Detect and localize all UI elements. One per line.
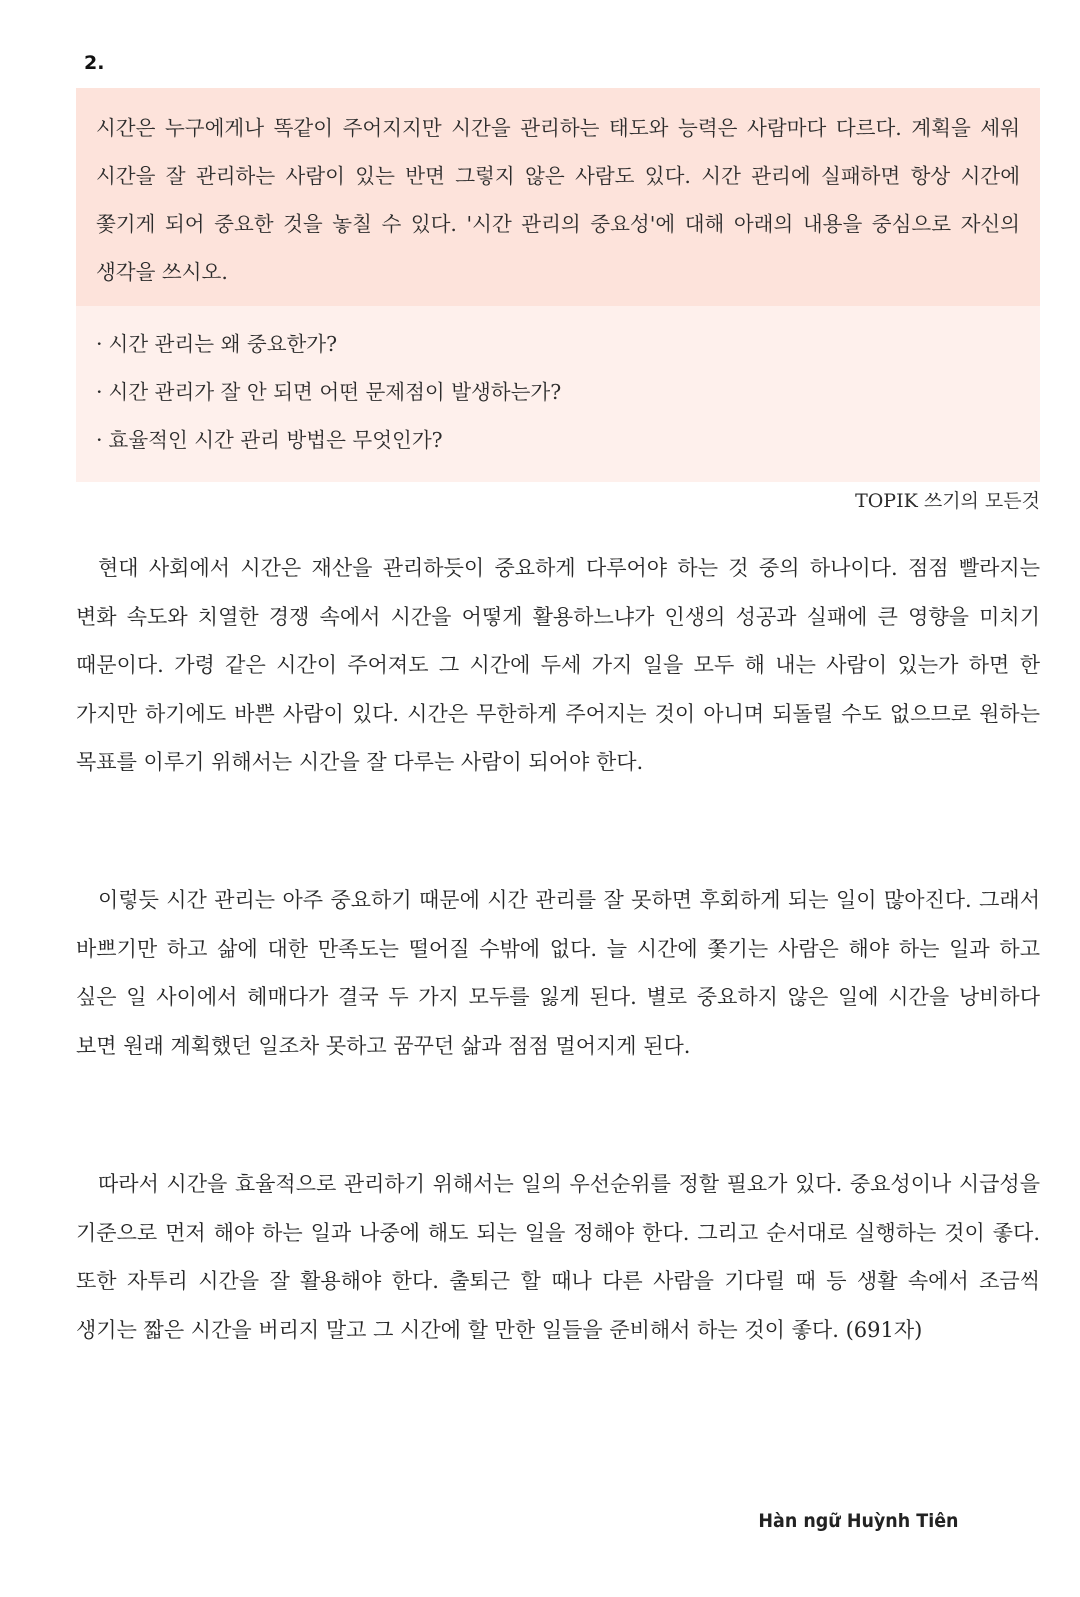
source-credit: TOPIK 쓰기의 모든것 [855, 490, 1040, 512]
bullet-icon: · [96, 428, 103, 452]
essay-paragraph-3: 따라서 시간을 효율적으로 관리하기 위해서는 일의 우선순위를 정할 필요가 있다. 중요성이나 시급성을 기준으로 먼저 해야 하는 일과 나중에 해도 되는 일을 정해야 한다. 그리고 순서대로 실행하는 것이 좋다. 또한 자투리 시간을 잘 활용해야 한다. 출퇴근 할 때나 다른 사람을 기다릴 때 등 생활 속에서 조금씩 생기는 짧은 시간을 버리지 말고 그 시간에 할 만한 일들을 준비해서 하는 것이 좋다. (691자) [76, 1172, 1040, 1342]
list-item: · 시간 관리는 왜 중요한가? [96, 332, 338, 356]
author-signature: Hàn ngữ Huỳnh Tiên [757, 1510, 958, 1532]
list-item: · 효율적인 시간 관리 방법은 무엇인가? [96, 428, 443, 452]
essay-paragraph-2: 이렇듯 시간 관리는 아주 중요하기 때문에 시간 관리를 잘 못하면 후회하게 되는 일이 많아진다. 그래서 바쁘기만 하고 삶에 대한 만족도는 떨어질 수밖에 없다. 늘 시간에 쫓기는 사람은 해야 하는 일과 하고 싶은 일 사이에서 헤매다가 결국 두 가지 모두를 잃게 된다. 별로 중요하지 않은 일에 시간을 낭비하다 보면 원래 계획했던 일조차 못하고 꿈꾸던 삶과 점점 멀어지게 된다. [76, 888, 1040, 1058]
essay-paragraph-1: 현대 사회에서 시간은 재산을 관리하듯이 중요하게 다루어야 하는 것 중의 하나이다. 점점 빨라지는 변화 속도와 치열한 경쟁 속에서 시간을 어떻게 활용하느냐가 인생의 성공과 실패에 큰 영향을 미치기 때문이다. 가령 같은 시간이 주어져도 그 시간에 두세 가지 일을 모두 해 내는 사람이 있는가 하면 한 가지만 하기에도 바쁜 사람이 있다. 시간은 무한하게 주어지는 것이 아니며 되돌릴 수도 없으므로 원하는 목표를 이루기 위해서는 시간을 잘 다루는 사람이 되어야 한다. [76, 556, 1040, 774]
question-number: 2. [84, 52, 105, 74]
bullet-icon: · [96, 332, 103, 356]
list-item: · 시간 관리가 잘 안 되면 어떤 문제점이 발생하는가? [96, 380, 562, 404]
bullet-icon: · [96, 380, 103, 404]
prompt-box [76, 88, 1040, 316]
prompt-text: 시간은 누구에게나 똑같이 주어지지만 시간을 관리하는 태도와 능력은 사람마다 다르다. 계획을 세워 시간을 잘 관리하는 사람이 있는 반면 그렇지 않은 사람도 있다. 시간 관리에 실패하면 항상 시간에 쫓기게 되어 중요한 것을 놓칠 수 있다. '시간 관리의 중요성'에 대해 아래의 내용을 중심으로 자신의 생각을 쓰시오. [96, 116, 1020, 284]
prompt-bullet-list [76, 306, 1040, 482]
